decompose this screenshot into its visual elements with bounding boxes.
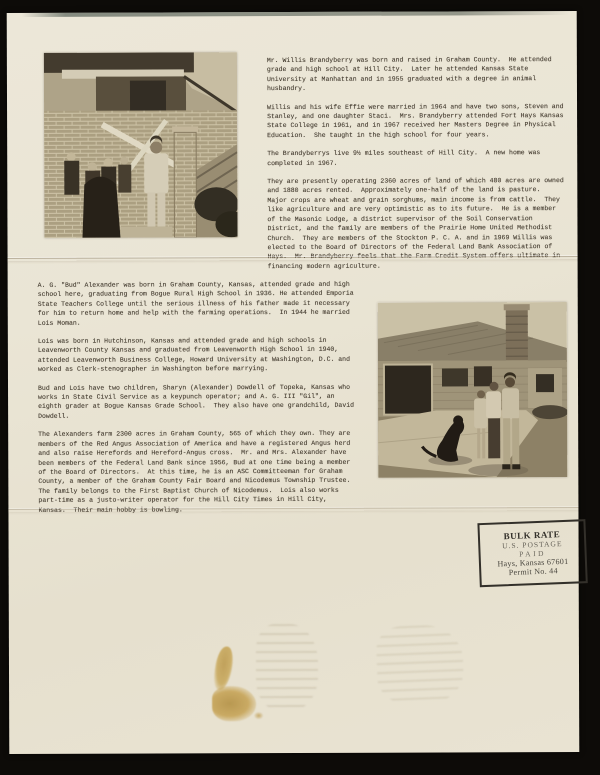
bleed-through-text bbox=[376, 624, 465, 705]
stamp-line-permit: Permit No. 44 bbox=[508, 566, 558, 578]
paragraph: Mr. Willis Brandyberry was born and raised in Graham County. He attended grade and high school at Hill City. Later he attended Kansas State University at Manhattan and in 1955 graduated with a degree in animal husbandry. bbox=[266, 56, 556, 93]
article-alexander bbox=[37, 280, 359, 524]
paper-sheet bbox=[7, 11, 580, 754]
bleed-through-text bbox=[256, 624, 318, 710]
brandyberry-family-photo bbox=[44, 52, 238, 238]
article-brandyberry bbox=[267, 55, 567, 280]
paper-stain bbox=[254, 712, 263, 719]
stamp-line-city: Hays, Kansas 67601 bbox=[497, 556, 569, 569]
paragraph: A. G. "Bud" Alexander was born in Graham County, Kansas, attended grade and high school here, graduating from Bogue Rural High School in 1936. He attended Emporia State Teachers College until the serious illness of his father made it necessary for him to return home and help with the farming operations. In 1944 he married Lois Moman. bbox=[37, 280, 358, 327]
paragraph: The Alexanders farm 2300 acres in Graham County, 565 of which they own. They are members of the Red Angus Association of America and have a registered Angus herd and also raise Herefords and Hereford-Angus cross. Mr. and Mrs. Alexander have been members of the Federal Land Bank since 1956, Bud at one time being a member of the Board of Directors. At this time, he is an ASC Committeeman for Graham County, a member of the Graham County Fair Board and Nicodemus Township Trustee. The family belongs to the First Baptist Church of Nicodemus. Lois also works part-time as a justo-writer operator for the Hill City Times in Hill City, Kansas. Their main hobby is bowling. bbox=[38, 430, 359, 514]
paper-stain bbox=[212, 645, 235, 691]
paper-stain bbox=[212, 686, 256, 721]
paragraph: Lois was born in Hutchinson, Kansas and attended grade and high schools in Leavenworth County Kansas and graduated from Leavenworth High School in 1940, attended Leavenworth Business College, Howard University at Washington, D.C. and worked as Clerk-stenographer in Washington before marrying. bbox=[37, 336, 354, 374]
stamp-line-us-postage: U.S. POSTAGE bbox=[501, 539, 563, 551]
stamp-line-bulk-rate: BULK RATE bbox=[503, 529, 561, 542]
paper-fold-edge bbox=[22, 11, 570, 17]
paragraph: Bud and Lois have two children, Sharyn (Alexander) Dowdell of Topeka, Kansas who works in State Civil Service as a keypunch operator; and A. G. III "Gil", an eighth grader at Bogue Kansas Grade School. They also have one grandchild, David Dowdell. bbox=[38, 383, 358, 420]
paragraph: The Brandyberrys live 9½ miles southeast of Hill City. A new home was completed in 1967. bbox=[267, 149, 545, 167]
paragraph: Willis and his wife Effie were married in 1964 and have two sons, Steven and Stanley, and one daughter Staci. Mrs. Brandyberry attended Fort Hays Kansas State College in 1961, and in 1967 received her Masters Degree in Physical Education. She taught in the high school for four years. bbox=[267, 102, 568, 139]
bulk-rate-stamp bbox=[477, 519, 587, 587]
stamp-line-paid: PAID bbox=[519, 548, 547, 559]
paragraph: They are presently operating 2360 acres of land of which 480 acres are owned and 1880 acres rented. Approximately one-half of the land is pasture. Major crops are wheat and grain sorghums, main income is from cattle. They like agriculture and are very optimistic as to its future. He is a member of the Masonic Lodge, a district supervisor of the Soil Conservation District, and the family are members of the Prairie Home United Methodist Church. They are members of the Stockton P. C. A. and in 1969 Willis was elected to the Board of Directors of the Federal Land Bank Association of Hays. Mr. Brandyberry feels that the Farm Credit System offers ultimate in financing modern agriculture. bbox=[267, 177, 568, 270]
alexander-family-photo bbox=[378, 302, 568, 478]
